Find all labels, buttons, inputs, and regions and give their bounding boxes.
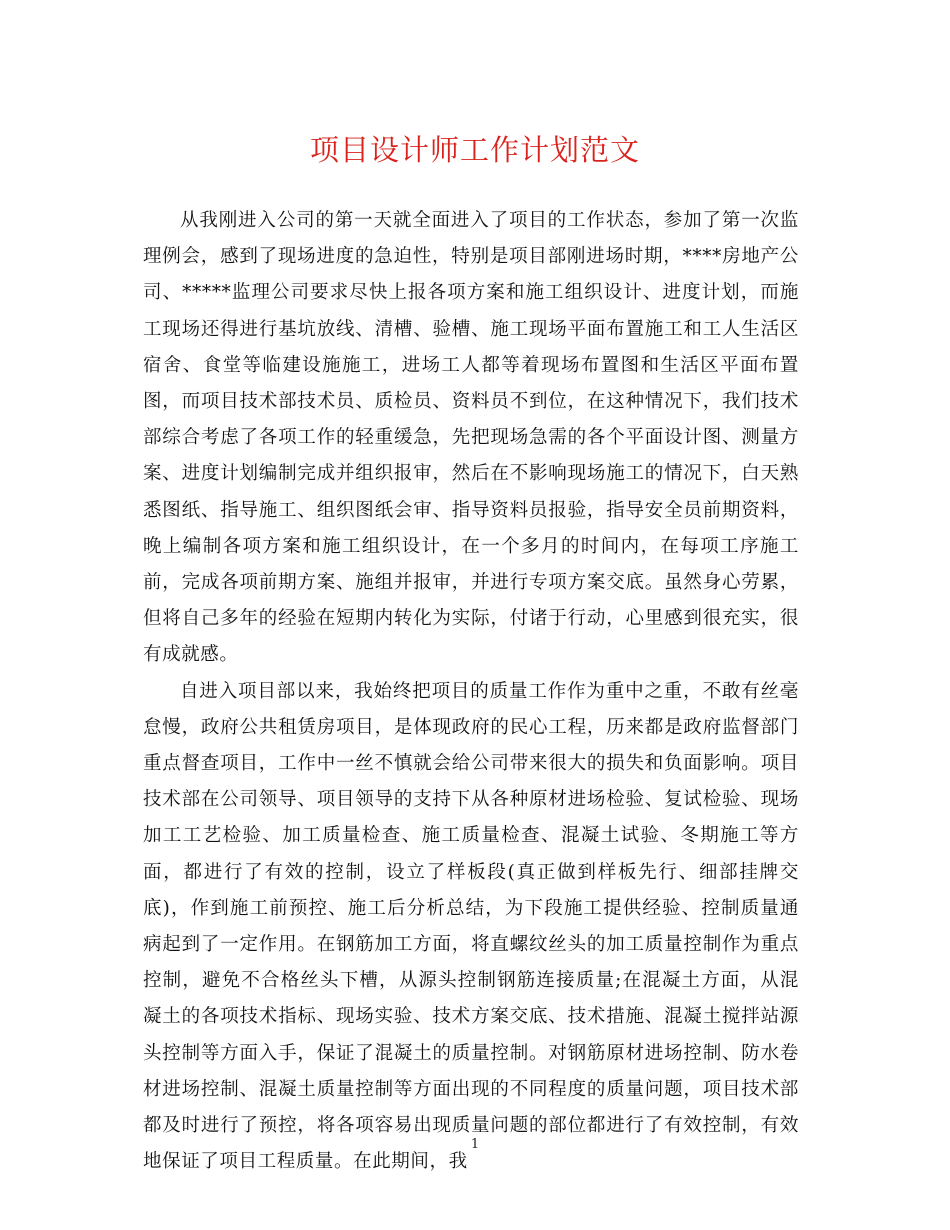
- paragraph-1: 从我刚进入公司的第一天就全面进入了项目的工作状态，参加了第一次监理例会，感到了现场进度的急迫性，特别是项目部刚进场时期，****房地产公司、*****监理公司要求尽快上报各项方案和施工组织设计、进度计划，而施工现场还得进行基坑放线、清槽、验槽、施工现场平面布置施工和工人生活区宿舍、食堂等临建设施施工，进场工人都等着现场布置图和生活区平面布置图，而项目技术部技术员、质检员、资料员不到位，在这种情况下，我们技术部综合考虑了各项工作的轻重缓急，先把现场急需的各个平面设计图、测量方案、进度计划编制完成并组织报审，然后在不影响现场施工的情况下，白天熟悉图纸、指导施工、组织图纸会审、指导资料员报验，指导安全员前期资料，晚上编制各项方案和施工组织设计，在一个多月的时间内，在每项工序施工前，完成各项前期方案、施组并报审，并进行专项方案交底。虽然身心劳累，但将自己多年的经验在短期内转化为实际，付诸于行动，心里感到很充实，很有成就感。: [143, 210, 799, 666]
- document-body: [143, 203, 799, 1180]
- paragraph-2: 自进入项目部以来，我始终把项目的质量工作作为重中之重，不敢有丝毫怠慢，政府公共租赁房项目，是体现政府的民心工程，历来都是政府监督部门重点督查项目，工作中一丝不慎就会给公司带来很大的损失和负面影响。项目技术部在公司领导、项目领导的支持下从各种原材进场检验、复试检验、现场加工工艺检验、加工质量检查、施工质量检查、混凝土试验、冬期施工等方面，都进行了有效的控制，设立了样板段(真正做到样板先行、细部挂牌交底)，作到施工前预控、施工后分析总结，为下段施工提供经验、控制质量通病起到了一定作用。在钢筋加工方面，将直螺纹丝头的加工质量控制作为重点控制，避免不合格丝头下槽，从源头控制钢筋连接质量;在混凝土方面，从混凝土的各项技术指标、现场实验、技术方案交底、技术措施、混凝土搅拌站源头控制等方面入手，保证了混凝土的质量控制。对钢筋原材进场控制、防水卷材进场控制、混凝土质量控制等方面出现的不同程度的质量问题，项目技术部都及时进行了预控，将各项容易出现质量问题的部位都进行了有效控制，有效地保证了项目工程质量。在此期间，我: [143, 680, 799, 1173]
- document-title: 项目设计师工作计划范文: [309, 133, 640, 167]
- page-number: 1: [470, 1137, 480, 1152]
